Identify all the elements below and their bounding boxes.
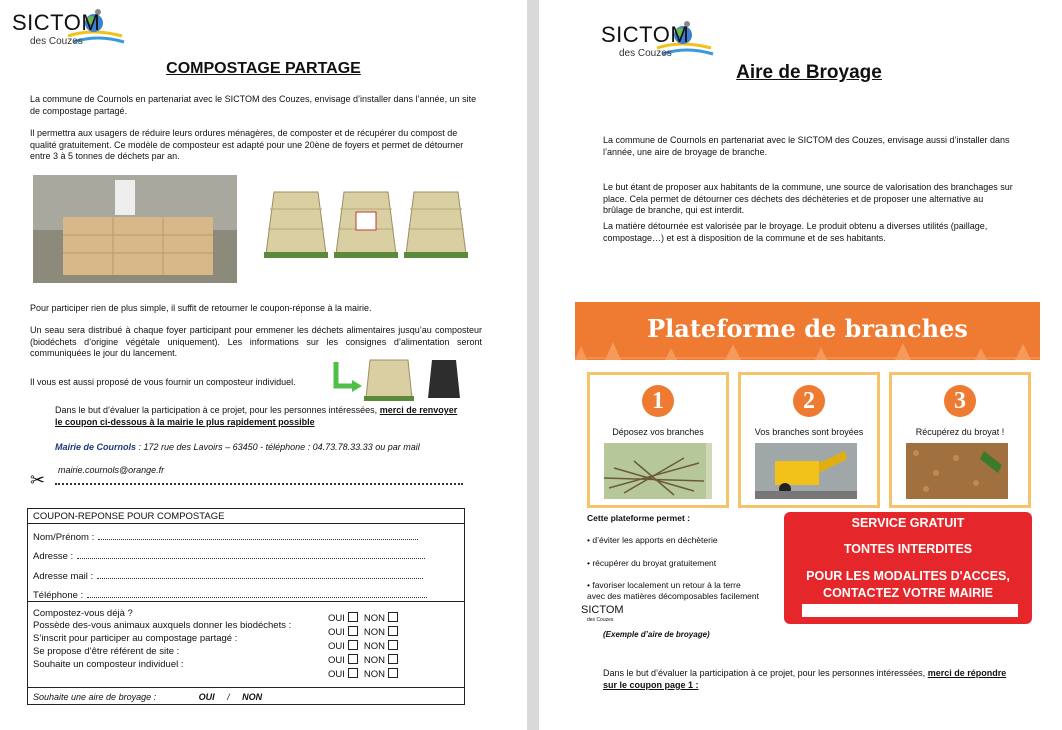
non-checkbox[interactable] [388,612,398,622]
bullet-3: • favoriser localement un retour à la terre avec des matières décomposables facilement [587,580,759,601]
logo-sub: des Couzes [619,48,672,59]
page-broyage [539,0,1062,730]
mairie-email[interactable]: mairie.cournols@orange.fr [58,465,165,475]
oui-label: OUI [328,669,345,680]
shared-composter-photo [33,175,237,283]
oui-checkbox[interactable] [348,612,358,622]
intro-paragraph-2: Le but étant de proposer aux habitants de la commune, une source de valorisation des branchages sur place. Cela permet de détourner ces déchets des déchèteries et de proposer une alternative au brûlage de branche, qui est interdit. [603,182,1013,215]
page-compostage [0,0,527,730]
question-4: Se propose d’être référent de site : [33,646,180,657]
intro-paragraph-1: La commune de Cournols en partenariat avec le SICTOM des Couzes, envisage d’installer dans l’année, un site de compostage partagé. [30,94,477,116]
service-blank-field [802,604,1018,617]
bullet-2-text: récupérer du broyat gratuitement [592,558,717,568]
address-dotted-line[interactable] [77,558,425,559]
bullet-3-text: favoriser localement un retour à la terre avec des matières décomposables facilement [587,580,759,601]
evaluation-emphasis: merci de répondre sur le coupon page 1 : [603,668,1007,690]
coupon-fields-divider [28,601,464,602]
answer-row-1 [328,612,404,626]
email-dotted-line[interactable] [97,578,423,579]
oui-label: OUI [328,655,345,666]
name-dotted-line[interactable] [98,539,418,540]
question-3: S’inscrit pour participer au compostage partagé : [33,633,238,644]
page-title: COMPOSTAGE PARTAGE [166,60,361,77]
intro-paragraph-3: La matière détournée est valorisée par le broyage. Le produit obtenu a diverses utilités (paillage, compostage…) et est à disposition de la commune et de ses habitants. [603,221,988,243]
address-field-row[interactable] [33,551,433,562]
non-checkbox[interactable] [388,654,398,664]
mairie-name: Mairie de Cournols [55,442,137,452]
bucket-paragraph: Un seau sera distribué à chaque foyer participant pour emmener les déchets alimentaires jusqu’au composteur (biodéchets d’origine végétale uniquement). Les informations sur les consignes d’alimentation seront communiquées le jour du lancement. [30,325,482,358]
step-3-number: 3 [944,385,976,417]
evaluation-text: Dans le but d’évaluer la participation à ce projet, pour les personnes intéressées, [603,668,928,678]
bullet-2: • récupérer du broyat gratuitement [587,558,717,568]
step-1 [587,372,729,508]
email-field-row[interactable] [33,571,433,582]
step-2-label: Vos branches sont broyées [754,427,864,437]
mairie-address: : 172 rue des Lavoirs – 63450 - téléphone : 04.73.78.33.33 ou par mail [136,442,420,452]
question-1: Compostez-vous déjà ? [33,608,133,619]
answer-row-5 [328,668,404,682]
phone-dotted-line[interactable] [87,597,427,598]
broyage-non[interactable]: NON [242,692,263,702]
coupon-title-divider [28,523,464,524]
bullet-1: • d’éviter les apports en déchèterie [587,535,718,545]
exemple-caption: (Exemple d’aire de broyage) [603,630,710,639]
step-3 [889,372,1031,508]
intro-paragraph-2: Il permettra aux usagers de réduire leurs ordures ménagères, de composter et de récupérer du compost de qualité gratuitement. Ce modèle de composteur est adapté pour une 20ène de foyers et permet de détourner entre 3 à 5 tonnes de déchets par an. [30,128,464,161]
evaluation-emphasis: merci de renvoyer le coupon ci-dessous à la mairie le plus rapidement possible [55,405,458,427]
non-label: NON [363,627,386,638]
sictom-logo [601,18,719,62]
non-checkbox[interactable] [388,640,398,650]
step-3-label: Récupérez du broyat ! [915,427,1005,437]
banner-title: Plateforme de branches [647,314,968,343]
coupon-form [27,508,465,705]
broyage-question [33,692,262,702]
oui-checkbox[interactable] [348,654,358,664]
shredder-image [755,443,863,499]
step-2 [738,372,880,508]
coupon-bottom-divider [28,687,464,688]
step-2-number: 2 [793,385,825,417]
cut-line [55,483,463,485]
non-label: NON [363,641,386,652]
evaluation-paragraph [603,668,1015,691]
logo-brand: SICTOM [601,22,690,47]
logo-sub: des Couzes [30,36,83,47]
service-gratuit-box [784,512,1032,624]
composter-models-image [258,184,474,264]
sictom-logo [12,6,130,50]
oui-checkbox[interactable] [348,640,358,650]
small-sictom-logo [581,604,641,626]
individual-composter-paragraph: Il vous est aussi proposé de vous fournir un composteur individuel. [30,377,296,387]
non-checkbox[interactable] [388,626,398,636]
mairie-contact [55,442,475,454]
individual-composter-images [332,356,468,402]
service-line-2: TONTES INTERDITES [843,542,973,556]
service-line-3: POUR LES MODALITES D'ACCES, CONTACTEZ VOTRE MAIRIE [806,569,1010,600]
plateforme-banner [575,302,1040,360]
answer-row-4 [328,654,404,668]
coupon-title: COUPON-REPONSE POUR COMPOSTAGE [33,511,225,522]
phone-label: Téléphone : [33,590,84,601]
broyage-label: Souhaite une aire de broyage : [33,692,157,702]
email-label: Adresse mail : [33,571,94,582]
question-5: Souhaite un composteur individuel : [33,659,184,670]
branches-pile-image [604,443,712,499]
step-1-label: Déposez vos branches [612,427,704,437]
service-line-1: SERVICE GRATUIT [851,516,965,530]
page-title: Aire de Broyage [736,62,882,83]
oui-checkbox[interactable] [348,626,358,636]
address-label: Adresse : [33,551,74,562]
plateforme-permet-title: Cette plateforme permet : [587,513,690,523]
non-label: NON [363,613,386,624]
logo-brand: SICTOM [12,10,101,35]
participation-paragraph: Pour participer rien de plus simple, il suffit de retourner le coupon-réponse à la mairie. [30,303,372,313]
intro-paragraph-1: La commune de Cournols en partenariat avec le SICTOM des Couzes, envisage aussi d’installer dans l’année, une aire de broyage de branche. [603,135,1010,157]
name-label: Nom/Prénom : [33,532,95,543]
answer-row-3 [328,640,404,654]
oui-label: OUI [328,627,345,638]
evaluation-text: Dans le but d’évaluer la participation à ce projet, pour les personnes intéressées, [55,405,380,415]
step-1-number: 1 [642,385,674,417]
bullet-1-text: d’éviter les apports en déchèterie [592,535,718,545]
answer-row-2 [328,626,404,640]
evaluation-paragraph [55,405,467,428]
broyage-oui[interactable]: OUI [198,692,215,702]
scissors-icon: ✂ [30,470,46,490]
small-logo-brand: SICTOM [581,604,624,616]
phone-field-row[interactable] [33,590,433,601]
name-field-row[interactable] [33,532,433,543]
oui-checkbox[interactable] [348,668,358,678]
broyage-sep: / [227,692,230,702]
non-label: NON [363,655,386,666]
oui-label: OUI [328,613,345,624]
answer-checkboxes [328,612,404,682]
oui-label: OUI [328,641,345,652]
non-label: NON [363,669,386,680]
non-checkbox[interactable] [388,668,398,678]
question-2: Possède des-vous animaux auxquels donner les biodéchets : [33,620,292,631]
small-logo-sub: des Couzes [587,617,614,623]
wood-chips-image [906,443,1014,499]
